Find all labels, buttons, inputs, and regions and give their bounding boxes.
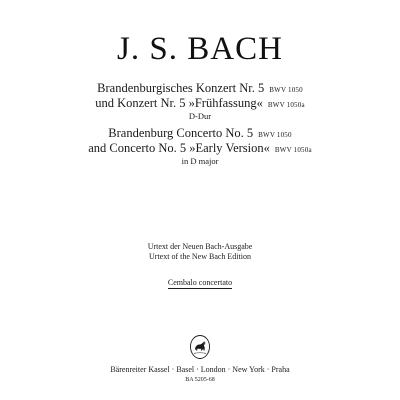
german-bwv-2: BWV 1050a xyxy=(267,101,305,109)
english-title-1: Brandenburg Concerto No. 5 xyxy=(108,126,254,140)
publisher-line: Bärenreiter Kassel · Basel · London · New York · Praha xyxy=(110,365,290,374)
german-title-1: Brandenburgisches Konzert Nr. 5 xyxy=(97,81,265,95)
instrument-text: Cembalo concertato xyxy=(167,278,233,287)
edition-english: Urtext of the New Bach Edition xyxy=(149,252,251,261)
composer-name: J. S. BACH xyxy=(117,31,283,67)
german-title-2: und Konzert Nr. 5 »Frühfassung« xyxy=(95,96,263,110)
english-title-line-2 xyxy=(0,142,400,155)
english-bwv-2: BWV 1050a xyxy=(274,146,312,154)
baerenreiter-bear-logo-icon xyxy=(189,334,211,360)
instrument-label xyxy=(0,279,400,287)
german-key: D-Dur xyxy=(188,111,212,121)
english-title-line-1 xyxy=(0,127,400,140)
german-bwv-1: BWV 1050 xyxy=(269,86,303,94)
catalog-number: BA 5205-68 xyxy=(185,377,215,383)
english-title-2: and Concerto No. 5 »Early Version« xyxy=(88,141,270,155)
english-key: in D major xyxy=(181,156,219,166)
edition-german: Urtext der Neuen Bach-Ausgabe xyxy=(147,242,253,251)
german-title-line-2 xyxy=(0,97,400,110)
english-bwv-1: BWV 1050 xyxy=(258,131,292,139)
german-title-line-1 xyxy=(0,82,400,95)
